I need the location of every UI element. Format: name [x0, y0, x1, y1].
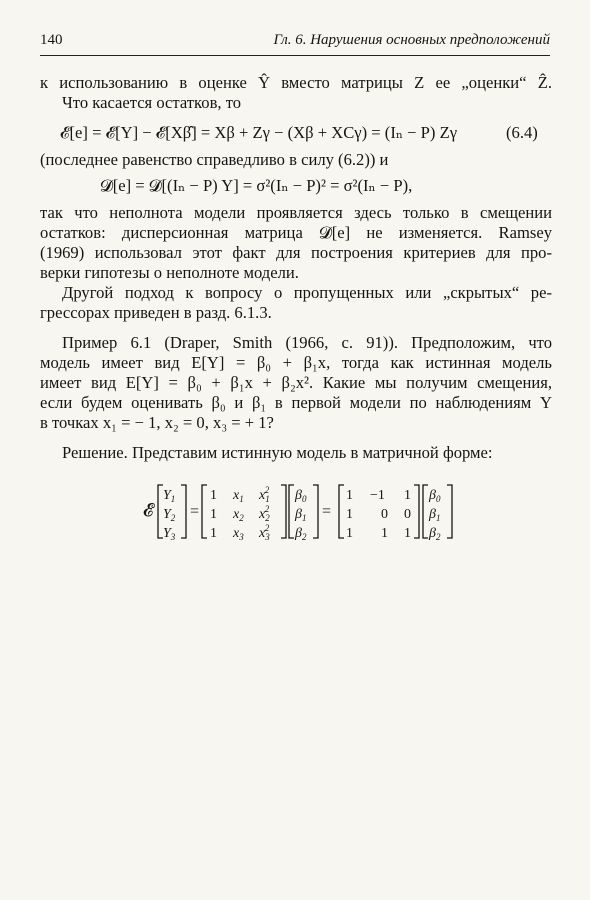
svg-text:β1: $\beta_1$ [429, 507, 441, 523]
svg-text:x12: $x_12$ [259, 485, 270, 504]
text-line: остатков: дисперсионная матрица 𝓓[e] не изменяется. Ramsey [40, 223, 552, 242]
svg-text:x3: $x_3$ [233, 526, 244, 542]
svg-text:β0: $\beta_0$ [429, 488, 441, 504]
text-line: грессорах приведен в разд. 6.1.3. [40, 303, 272, 322]
svg-text:β2: $\beta_2$ [429, 526, 441, 542]
matrix-eq-1 [143, 485, 452, 542]
svg-text:𝓔: 𝓔 [143, 500, 154, 520]
svg-text:x1: $x_1$ [233, 488, 244, 504]
svg-text:0: 0 [404, 507, 411, 522]
svg-text:=: = [322, 503, 332, 520]
svg-text:1: 1 [404, 526, 411, 541]
svg-text:β1: $\beta_1$ [295, 507, 307, 523]
matrix-eq-2 [186, 527, 195, 544]
equation-number: (6.4) [506, 123, 538, 142]
equation-variance: 𝓓[e] = 𝓓[(Iₙ − P) Y] = σ²(Iₙ − P)² = σ²(Iₙ − P), [100, 176, 413, 195]
text-line: (последнее равенство справедливо в силу (6.2)) и [40, 150, 389, 169]
text-line: Другой подход к вопросу о пропущенных или „скрытых“ ре- [62, 283, 552, 302]
svg-text:1: 1 [346, 526, 353, 541]
svg-text:1: 1 [404, 488, 411, 503]
svg-text:β2: $\beta_2$ [295, 526, 307, 542]
svg-text:1: 1 [346, 488, 353, 503]
text-line: так что неполнота модели проявляется здесь только в смещении [40, 203, 552, 222]
page-number: 140 [40, 32, 63, 48]
svg-text:1: 1 [210, 507, 217, 522]
svg-text:Y3: $Y_3$ [163, 526, 176, 542]
svg-text:1: 1 [210, 488, 217, 503]
example-heading-line: Пример 6.1 (Draper, Smith (1966, с. 91)). Предположим, что [62, 333, 552, 352]
text-line: в точках x₁ = − 1, x₂ = 0, x₃ = + 1? [40, 413, 274, 432]
text-line: (1969) использовал этот факт для построения критериев для про- [40, 243, 552, 262]
text-line: к использованию в оценке Ŷ вместо матрицы Z ее „оценки“ Ẑ. [40, 73, 552, 92]
svg-text:β0: $\beta_0$ [295, 488, 307, 504]
chapter-title: Гл. 6. Нарушения основных предположений [273, 32, 550, 48]
svg-text:x2: $x_2$ [233, 507, 244, 523]
svg-text:x32: $x_32$ [259, 523, 270, 542]
svg-text:1: 1 [210, 526, 217, 541]
svg-text:0: 0 [381, 507, 388, 522]
svg-text:−1: −1 [370, 488, 385, 503]
text-line: верки гипотезы о неполноте модели. [40, 263, 299, 282]
solution-line: Решение. Представим истинную модель в матричной форме: [62, 443, 493, 462]
svg-text:Y2: $Y_2$ [163, 507, 176, 523]
text-line: если будем оценивать β₀ и β₁ в первой модели по наблюдениям Y [40, 393, 552, 412]
svg-text:x22: $x_22$ [259, 504, 270, 523]
text-line: модель имеет вид E[Y] = β₀ + β₁x, тогда как истинная модель [40, 353, 552, 372]
svg-text:1: 1 [346, 507, 353, 522]
equation-6-4: 𝓔[e] = 𝓔[Y] − 𝓔[Xβ̂] = Xβ + Zγ − (Xβ + XCγ) = (Iₙ − P) Zγ [60, 123, 458, 142]
text-line: Что касается остатков, то [62, 93, 242, 112]
svg-text:Y1: $Y_1$ [163, 488, 176, 504]
svg-text:=: = [190, 503, 200, 520]
svg-text:1: 1 [381, 526, 388, 541]
text-line: имеет вид E[Y] = β₀ + β₁x + β₂x². Какие мы получим смещения, [40, 373, 552, 392]
